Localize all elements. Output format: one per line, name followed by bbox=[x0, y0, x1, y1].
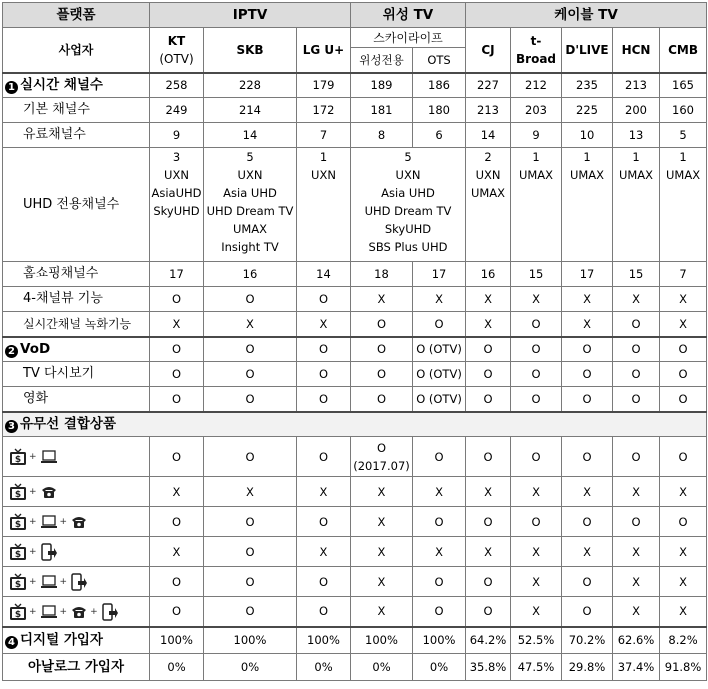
laptop-icon bbox=[40, 450, 58, 464]
row-label-uhd: UHD 전용채널수 bbox=[3, 148, 150, 262]
cell: X bbox=[511, 537, 562, 567]
cell: 160 bbox=[660, 98, 707, 123]
skylife-header: 스카이라이프 bbox=[351, 28, 466, 48]
cell: X bbox=[613, 567, 660, 597]
row-label-shopping: 홈쇼핑채널수 bbox=[3, 262, 150, 287]
hcn-header: HCN bbox=[613, 28, 660, 73]
cell: 9 bbox=[150, 123, 204, 148]
cell: O bbox=[150, 337, 204, 362]
cell: X bbox=[413, 477, 466, 507]
bundle-tv-internet: + bbox=[3, 437, 150, 477]
uhd-cj: 2 UXN UMAX bbox=[466, 148, 511, 262]
cell: 64.2% bbox=[466, 627, 511, 654]
cell: O bbox=[204, 437, 297, 477]
cell: O (OTV) bbox=[413, 337, 466, 362]
cell: X bbox=[297, 537, 351, 567]
cell: 213 bbox=[466, 98, 511, 123]
cell: 17 bbox=[150, 262, 204, 287]
uhd-skb: 5 UXN Asia UHD UHD Dream TV UMAX Insight TV bbox=[204, 148, 297, 262]
uhd-hcn: 1 UMAX bbox=[613, 148, 660, 262]
cell: O bbox=[511, 507, 562, 537]
cell: O bbox=[466, 387, 511, 412]
cell: 16 bbox=[204, 262, 297, 287]
bundle-tv-internet-phone: + + bbox=[3, 507, 150, 537]
cell: O bbox=[204, 387, 297, 412]
kt-header: KT (OTV) bbox=[150, 28, 204, 73]
cell: 249 bbox=[150, 98, 204, 123]
cell: O bbox=[297, 567, 351, 597]
cell: O bbox=[660, 387, 707, 412]
cell: 29.8% bbox=[562, 654, 613, 681]
cell: X bbox=[466, 312, 511, 337]
cell: 91.8% bbox=[660, 654, 707, 681]
cell: O bbox=[562, 337, 613, 362]
cell: O bbox=[351, 337, 413, 362]
cell: O bbox=[466, 337, 511, 362]
lgu-header: LG U+ bbox=[297, 28, 351, 73]
cell: 203 bbox=[511, 98, 562, 123]
sat-only-header: 위성전용 bbox=[351, 48, 413, 73]
cell: 13 bbox=[613, 123, 660, 148]
uhd-lgu: 1 UXN bbox=[297, 148, 351, 262]
row-label-movie: 영화 bbox=[3, 387, 150, 412]
cell: 165 bbox=[660, 73, 707, 98]
row-label-record: 실시간채널 녹화기능 bbox=[3, 312, 150, 337]
cell: O bbox=[562, 507, 613, 537]
cell: 16 bbox=[466, 262, 511, 287]
skb-header: SKB bbox=[204, 28, 297, 73]
cell: 100% bbox=[150, 627, 204, 654]
cell: X bbox=[204, 477, 297, 507]
row-label-fourch: 4-채널뷰 기능 bbox=[3, 287, 150, 312]
cell: 6 bbox=[413, 123, 466, 148]
cell: 258 bbox=[150, 73, 204, 98]
laptop-icon bbox=[40, 605, 58, 619]
cell: 100% bbox=[297, 627, 351, 654]
laptop-icon bbox=[40, 575, 58, 589]
cell: X bbox=[562, 537, 613, 567]
cell: 225 bbox=[562, 98, 613, 123]
cell: X bbox=[660, 287, 707, 312]
dlive-header: D'LIVE bbox=[562, 28, 613, 73]
cell: X bbox=[562, 287, 613, 312]
cell: O bbox=[466, 507, 511, 537]
row-label-tvreplay: TV 다시보기 bbox=[3, 362, 150, 387]
tbroad-header: t-Broad bbox=[511, 28, 562, 73]
cell: O bbox=[351, 312, 413, 337]
cell: O bbox=[511, 387, 562, 412]
cell: 228 bbox=[204, 73, 297, 98]
cell: X bbox=[204, 312, 297, 337]
cell: 227 bbox=[466, 73, 511, 98]
section-realtime: 1 실시간 채널수 bbox=[3, 73, 150, 98]
uhd-tbroad: 1 UMAX bbox=[511, 148, 562, 262]
cell: X bbox=[466, 477, 511, 507]
cell: 0% bbox=[297, 654, 351, 681]
tv-dollar-icon bbox=[9, 448, 27, 466]
cell: O bbox=[562, 597, 613, 627]
mobile-icon bbox=[70, 573, 88, 591]
tv-dollar-icon bbox=[9, 543, 27, 561]
cell: 189 bbox=[351, 73, 413, 98]
cmb-header: CMB bbox=[660, 28, 707, 73]
cell: O bbox=[204, 537, 297, 567]
cell: O bbox=[466, 362, 511, 387]
cell: X bbox=[150, 537, 204, 567]
cell: 52.5% bbox=[511, 627, 562, 654]
mobile-icon bbox=[40, 543, 58, 561]
cell: O bbox=[413, 312, 466, 337]
cell: X bbox=[351, 287, 413, 312]
cell: O bbox=[297, 337, 351, 362]
cell: 7 bbox=[297, 123, 351, 148]
row-label-basic: 기본 채널수 bbox=[3, 98, 150, 123]
platform-comparison-table bbox=[2, 2, 707, 681]
cell: 14 bbox=[297, 262, 351, 287]
cell: 235 bbox=[562, 73, 613, 98]
cell: 100% bbox=[204, 627, 297, 654]
cell: O bbox=[297, 387, 351, 412]
cell: X bbox=[413, 287, 466, 312]
tv-dollar-icon bbox=[9, 483, 27, 501]
cell: 0% bbox=[150, 654, 204, 681]
cell: O bbox=[150, 597, 204, 627]
cell: 213 bbox=[613, 73, 660, 98]
bundle-tv-phone: + bbox=[3, 477, 150, 507]
cell: O bbox=[413, 567, 466, 597]
cell: X bbox=[660, 477, 707, 507]
cell: O bbox=[660, 437, 707, 477]
cell: 47.5% bbox=[511, 654, 562, 681]
cell: 18 bbox=[351, 262, 413, 287]
cell: X bbox=[351, 567, 413, 597]
cell: O bbox=[351, 362, 413, 387]
platform-header: 플랫폼 bbox=[3, 3, 150, 28]
cell: O bbox=[204, 362, 297, 387]
cell: X bbox=[351, 477, 413, 507]
uhd-cmb: 1 UMAX bbox=[660, 148, 707, 262]
cell: O bbox=[150, 362, 204, 387]
cell: 37.4% bbox=[613, 654, 660, 681]
tv-dollar-icon bbox=[9, 573, 27, 591]
cell: O bbox=[297, 437, 351, 477]
cell: X bbox=[660, 567, 707, 597]
cell: X bbox=[150, 477, 204, 507]
cell: O bbox=[204, 287, 297, 312]
cell: 214 bbox=[204, 98, 297, 123]
cable-header: 케이블 TV bbox=[466, 3, 707, 28]
uhd-dlive: 1 UMAX bbox=[562, 148, 613, 262]
cell: 200 bbox=[613, 98, 660, 123]
uhd-satellite: 5 UXN Asia UHD UHD Dream TV SkyUHD SBS Plus UHD bbox=[351, 148, 466, 262]
cell: O bbox=[511, 437, 562, 477]
iptv-header: IPTV bbox=[150, 3, 351, 28]
cell: O bbox=[297, 287, 351, 312]
cell: X bbox=[562, 477, 613, 507]
cell: X bbox=[511, 287, 562, 312]
cell: X bbox=[150, 312, 204, 337]
cell: 0% bbox=[413, 654, 466, 681]
cell: O bbox=[204, 567, 297, 597]
mobile-icon bbox=[101, 603, 119, 621]
cell: 62.6% bbox=[613, 627, 660, 654]
cell: O bbox=[150, 437, 204, 477]
cell: O bbox=[150, 287, 204, 312]
tv-dollar-icon bbox=[9, 513, 27, 531]
cell: O bbox=[413, 437, 466, 477]
cell: 70.2% bbox=[562, 627, 613, 654]
tv-dollar-icon bbox=[9, 603, 27, 621]
laptop-icon bbox=[40, 515, 58, 529]
operator-header: 사업자 bbox=[3, 28, 150, 73]
cell: 17 bbox=[562, 262, 613, 287]
cell: X bbox=[297, 312, 351, 337]
telephone-icon bbox=[40, 485, 58, 499]
cell: X bbox=[613, 537, 660, 567]
cell: O bbox=[413, 507, 466, 537]
cell: O bbox=[204, 597, 297, 627]
uhd-kt: 3 UXN AsiaUHD SkyUHD bbox=[150, 148, 204, 262]
cell: 172 bbox=[297, 98, 351, 123]
cj-header: CJ bbox=[466, 28, 511, 73]
cell: X bbox=[511, 597, 562, 627]
cell: O bbox=[660, 362, 707, 387]
cell: 9 bbox=[511, 123, 562, 148]
cell: 186 bbox=[413, 73, 466, 98]
section-digital: 4 디지털 가입자 bbox=[3, 627, 150, 654]
cell: 181 bbox=[351, 98, 413, 123]
cell: X bbox=[351, 537, 413, 567]
cell: 5 bbox=[660, 123, 707, 148]
cell: O bbox=[466, 567, 511, 597]
cell: O bbox=[511, 337, 562, 362]
telephone-icon bbox=[70, 515, 88, 529]
cell: O bbox=[613, 337, 660, 362]
cell: O bbox=[562, 387, 613, 412]
cell: O bbox=[562, 437, 613, 477]
cell: O bbox=[613, 437, 660, 477]
cell: X bbox=[511, 567, 562, 597]
cell: X bbox=[562, 312, 613, 337]
cell: 10 bbox=[562, 123, 613, 148]
cell: O bbox=[204, 507, 297, 537]
cell: X bbox=[660, 312, 707, 337]
cell: X bbox=[297, 477, 351, 507]
cell: O (OTV) bbox=[413, 362, 466, 387]
cell: O (2017.07) bbox=[351, 437, 413, 477]
ots-header: OTS bbox=[413, 48, 466, 73]
cell: O bbox=[660, 507, 707, 537]
cell: X bbox=[613, 287, 660, 312]
cell: O bbox=[466, 597, 511, 627]
cell: O bbox=[613, 312, 660, 337]
cell: 14 bbox=[204, 123, 297, 148]
section-vod: 2 VoD bbox=[3, 337, 150, 362]
cell: O bbox=[150, 567, 204, 597]
cell: O bbox=[351, 387, 413, 412]
cell: X bbox=[466, 287, 511, 312]
cell: O bbox=[204, 337, 297, 362]
cell: 100% bbox=[413, 627, 466, 654]
cell: X bbox=[351, 507, 413, 537]
cell: X bbox=[660, 597, 707, 627]
telephone-icon bbox=[70, 605, 88, 619]
cell: O bbox=[466, 437, 511, 477]
section-analog: 아날로그 가입자 bbox=[3, 654, 150, 681]
cell: 7 bbox=[660, 262, 707, 287]
section-bundle: 3 유무선 결합상품 bbox=[3, 412, 707, 437]
cell: X bbox=[511, 477, 562, 507]
cell: O bbox=[297, 362, 351, 387]
cell: 0% bbox=[204, 654, 297, 681]
cell: O bbox=[297, 507, 351, 537]
cell: 180 bbox=[413, 98, 466, 123]
cell: O bbox=[150, 507, 204, 537]
cell: O bbox=[562, 567, 613, 597]
cell: 17 bbox=[413, 262, 466, 287]
cell: O bbox=[613, 387, 660, 412]
cell: 100% bbox=[351, 627, 413, 654]
cell: 15 bbox=[613, 262, 660, 287]
cell: X bbox=[413, 537, 466, 567]
cell: 15 bbox=[511, 262, 562, 287]
satellite-header: 위성 TV bbox=[351, 3, 466, 28]
cell: 8 bbox=[351, 123, 413, 148]
cell: O bbox=[660, 337, 707, 362]
row-label-paid: 유료채널수 bbox=[3, 123, 150, 148]
cell: O bbox=[511, 362, 562, 387]
cell: 179 bbox=[297, 73, 351, 98]
cell: O bbox=[511, 312, 562, 337]
cell: 14 bbox=[466, 123, 511, 148]
cell: X bbox=[613, 597, 660, 627]
cell: O bbox=[413, 597, 466, 627]
cell: O bbox=[613, 507, 660, 537]
cell: X bbox=[351, 597, 413, 627]
cell: 0% bbox=[351, 654, 413, 681]
cell: O (OTV) bbox=[413, 387, 466, 412]
cell: X bbox=[660, 537, 707, 567]
bundle-tv-internet-phone-mobile: + + + bbox=[3, 597, 150, 627]
cell: 35.8% bbox=[466, 654, 511, 681]
bundle-tv-internet-mobile: + + bbox=[3, 567, 150, 597]
cell: 8.2% bbox=[660, 627, 707, 654]
cell: O bbox=[613, 362, 660, 387]
cell: X bbox=[613, 477, 660, 507]
cell: O bbox=[150, 387, 204, 412]
cell: O bbox=[562, 362, 613, 387]
bundle-tv-mobile: + bbox=[3, 537, 150, 567]
cell: X bbox=[466, 537, 511, 567]
cell: 212 bbox=[511, 73, 562, 98]
cell: O bbox=[297, 597, 351, 627]
